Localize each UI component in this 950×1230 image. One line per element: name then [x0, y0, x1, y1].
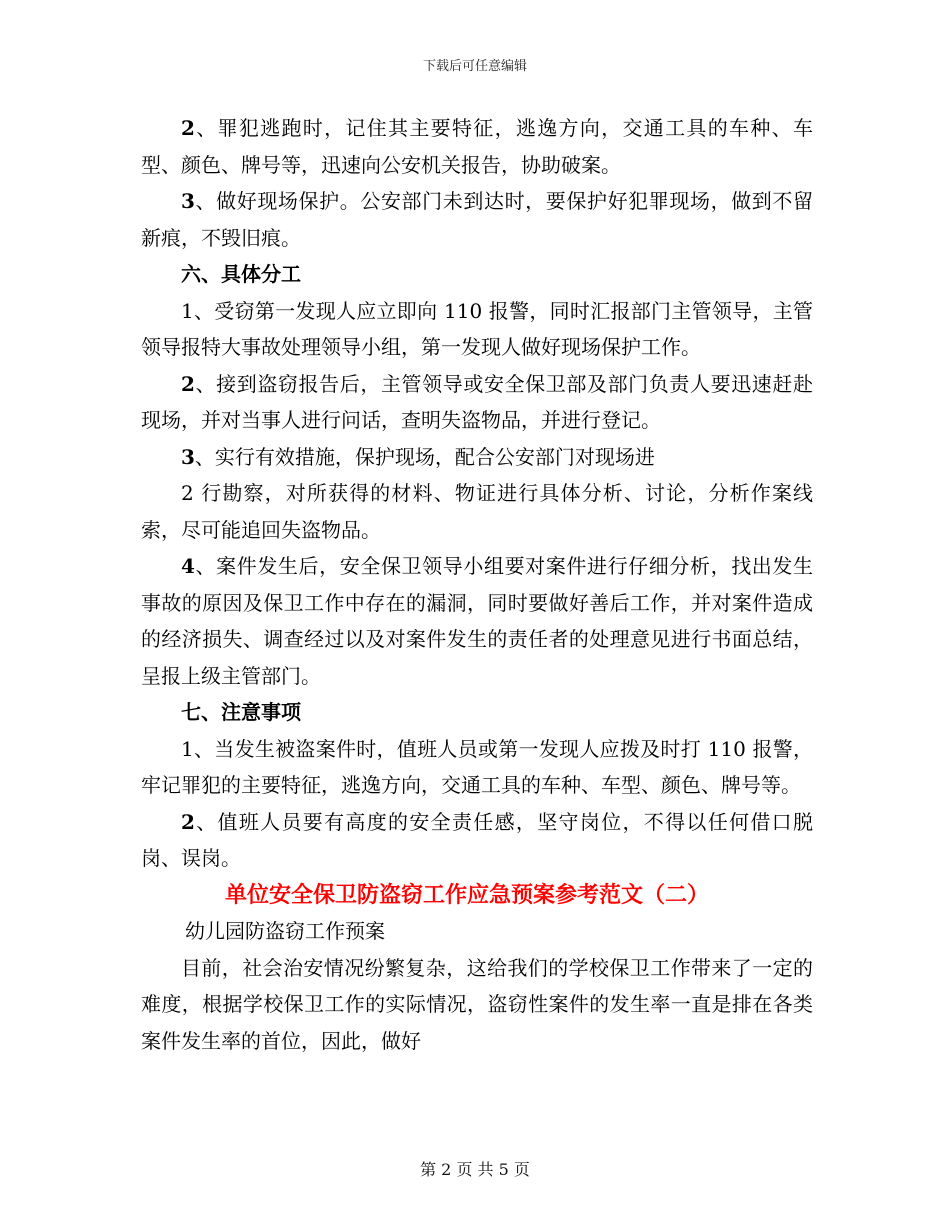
section-heading: 七、注意事项 [181, 700, 301, 724]
list-item: 1、受窃第一发现人应立即向 110 报警，同时汇报部门主管领导，主管领导报特大事故处理领导小组，第一发现人做好现场保护工作。 [141, 298, 813, 359]
list-item: 2 行勘察，对所获得的材料、物证进行具体分析、讨论，分析作案线索，尽可能追回失盗物品。 [141, 481, 813, 542]
list-item: 2、值班人员要有高度的安全责任感，坚守岗位，不得以任何借口脱岗、误岗。 [141, 809, 813, 870]
list-item: 2、接到盗窃报告后，主管领导或安全保卫部及部门负责人要迅速赶赴现场，并对当事人进行问话，查明失盗物品，并进行登记。 [141, 371, 813, 432]
document-subtitle: 幼儿园防盗窃工作预案 [185, 919, 385, 943]
page-footer: 第 2 页 共 5 页 [420, 1160, 530, 1179]
list-item: 1、当发生被盗案件时，值班人员或第一发现人应拨及时打 110 报警，牢记罪犯的主要特征，逃逸方向，交通工具的车种、车型、颜色、牌号等。 [141, 736, 813, 797]
list-item: 3、实行有效措施，保护现场，配合公安部门对现场进 [181, 444, 655, 469]
paragraph: 目前，社会治安情况纷繁复杂，这给我们的学校保卫工作带来了一定的难度，根据学校保卫工作的实际情况，盗窃性案件的发生率一直是排在各类案件发生率的首位，因此，做好 [141, 955, 813, 1053]
document-title: 单位安全保卫防盗窃工作应急预案参考范文（二） [225, 881, 710, 908]
document-body [141, 110, 813, 1059]
paragraph: 3、做好现场保护。公安部门未到达时，要保护好犯罪现场，做到不留新痕，不毁旧痕。 [141, 189, 813, 250]
paragraph: 2、罪犯逃跑时，记住其主要特征，逃逸方向，交通工具的车种、车型、颜色、牌号等，迅速向公安机关报告，协助破案。 [141, 116, 813, 177]
list-item: 4、案件发生后，安全保卫领导小组要对案件进行仔细分析，找出发生事故的原因及保卫工作中存在的漏洞，同时要做好善后工作，并对案件造成的经济损失、调查经过以及对案件发生的责任者的处理意见进行书面总结，呈报上级主管部门。 [141, 554, 813, 688]
page-header: 下载后可任意编辑 [422, 59, 527, 74]
section-heading: 六、具体分工 [181, 262, 301, 286]
